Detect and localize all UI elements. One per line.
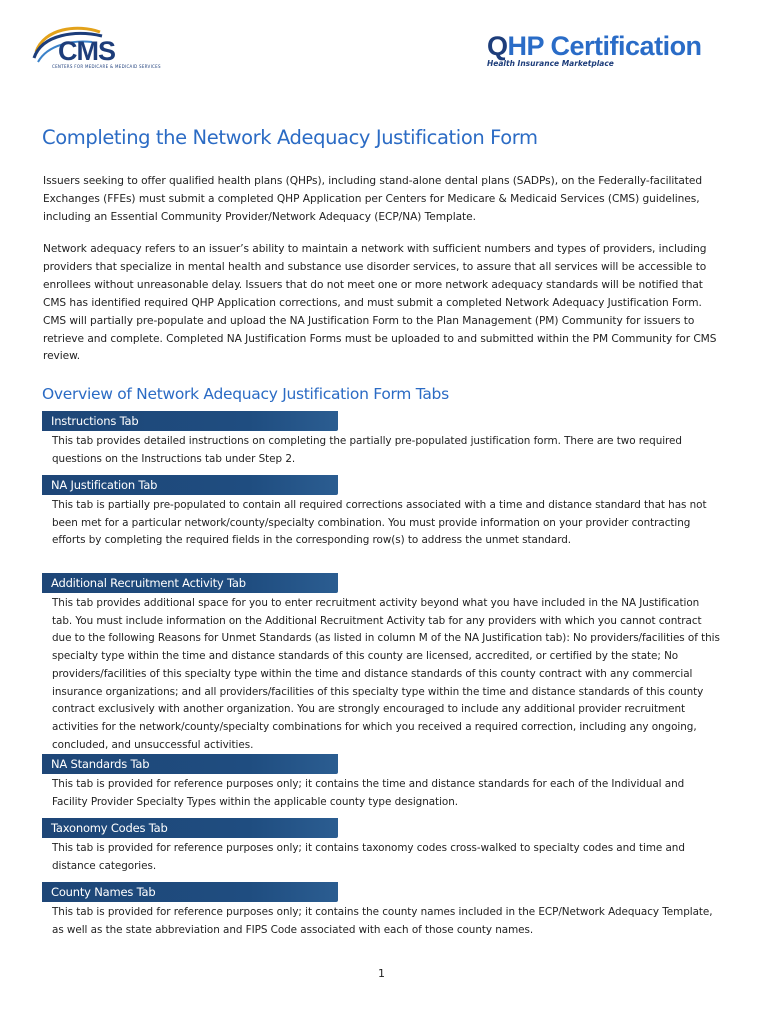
qhp-logo-subtitle: Health Insurance Marketplace bbox=[487, 59, 614, 68]
na-justification-tab-heading: NA Justification Tab bbox=[42, 475, 338, 495]
county-names-tab-heading: County Names Tab bbox=[42, 882, 338, 902]
county-names-tab-description: This tab is provided for reference purposes only; it contains the county names included in the ECP/Network Adequacy Template, as well as the state abbreviation and FIPS Code associated with each of those county names. bbox=[52, 906, 713, 936]
additional-recruitment-tab-description: This tab provides additional space for you to enter recruitment activity beyond what you have included in the NA Justification tab. You must include information on the Additional Recruitment Activity tab for any providers with which you cannot contract due to the following Reasons for Unmet Standards (as listed in column M of the NA Justification tab): No providers/facilities of this specialty type within the time and distance standards of this county are licensed, accredited, or certified by the state; No providers/facilities of this specialty type within the time and distance standards of this county contract with any commercial insurance organizations; and all providers/facilities of this specialty type within the time and distance standards of this county contract exclusively with another organization. You are strongly encouraged to include any additional provider recruitment activities for the network/county/specialty combinations for which you received a required correction, including any ongoing, concluded, and unsuccessful activities. bbox=[52, 597, 720, 751]
overview-heading: Overview of Network Adequacy Justification Form Tabs bbox=[42, 385, 449, 403]
taxonomy-codes-tab-description: This tab is provided for reference purposes only; it contains taxonomy codes cross-walked to specialty codes and time and distance categories. bbox=[52, 842, 685, 872]
page-number: 1 bbox=[378, 967, 385, 980]
svg-text:CMS: CMS bbox=[58, 36, 115, 66]
document-title: Completing the Network Adequacy Justification Form bbox=[42, 126, 538, 149]
taxonomy-codes-tab-heading: Taxonomy Codes Tab bbox=[42, 818, 338, 838]
cms-logo-subtext: CENTERS FOR MEDICARE & MEDICAID SERVICES bbox=[52, 64, 161, 69]
na-justification-tab-description: This tab is partially pre-populated to contain all required corrections associated with a time and distance standard that has not been met for a particular network/county/specialty combination. You must provide information on your provider contracting efforts by completing the required fields in the corresponding row(s) to address the unmet standard. bbox=[52, 499, 707, 547]
instructions-tab-description: This tab provides detailed instructions on completing the partially pre-populated justification form. There are two required questions on the Instructions tab under Step 2. bbox=[52, 435, 682, 465]
na-standards-tab-description: This tab is provided for reference purposes only; it contains the time and distance standards for each of the Individual and Facility Provider Specialty Types within the applicable county type designation. bbox=[52, 778, 685, 808]
network-adequacy-paragraph: Network adequacy refers to an issuer’s ability to maintain a network with sufficient numbers and types of providers, including providers that specialize in mental health and substance use disorder services, to assure that all services will be accessible to enrollees without unreasonable delay. Issuers that do not meet one or more network adequacy standards will be notified that CMS has identified required QHP Application corrections, and must submit a completed Network Adequacy Justification Form. CMS will partially pre-populate and upload the NA Justification Form to the Plan Management (PM) Community for issuers to retrieve and complete. Completed NA Justification Forms must be uploaded to and submitted within the PM Community for CMS review. bbox=[43, 243, 717, 363]
qhp-logo-q: Q bbox=[487, 31, 508, 61]
additional-recruitment-tab-heading: Additional Recruitment Activity Tab bbox=[42, 573, 338, 593]
intro-paragraph: Issuers seeking to offer qualified health plans (QHPs), including stand-alone dental plans (SADPs), on the Federally-facilitated Exchanges (FFEs) must submit a completed QHP Application per Centers for Medicare & Medicaid Services (CMS) guidelines, including an Essential Community Provider/Network Adequacy (ECP/NA) Template. bbox=[43, 175, 703, 223]
na-standards-tab-heading: NA Standards Tab bbox=[42, 754, 338, 774]
qhp-certification-logo bbox=[487, 30, 702, 62]
qhp-logo-title: HP Certification bbox=[507, 31, 702, 61]
instructions-tab-heading: Instructions Tab bbox=[42, 411, 338, 431]
